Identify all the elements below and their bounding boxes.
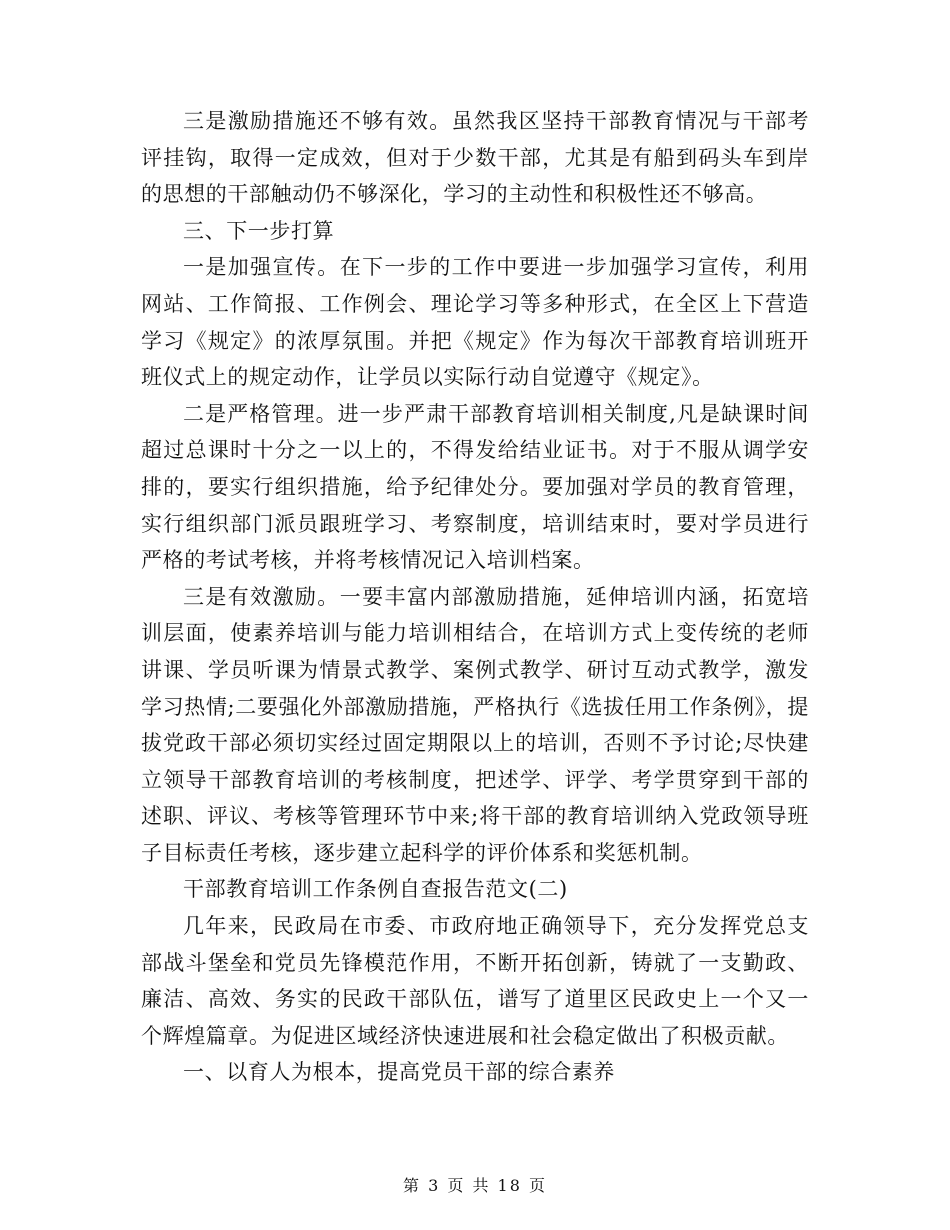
paragraph-publicity: 一是加强宣传。在下一步的工作中要进一步加强学习宣传，利用网站、工作简报、工作例会、理论学习等多种形式，在全区上下营造学习《规定》的浓厚氛围。并把《规定》作为每次干部教育培训班开班仪式上的规定动作，让学员以实际行动自觉遵守《规定》。 [141,255,809,390]
paragraph-incentive-weakness: 三是激励措施还不够有效。虽然我区坚持干部教育情况与干部考评挂钩，取得一定成效，但对于少数干部，尤其是有船到码头车到岸的思想的干部触动仍不够深化，学习的主动性和积极性还不够高。 [141,109,809,207]
document-body [141,103,809,1091]
section-title-sample-two: 干部教育培训工作条例自查报告范文(二) [183,877,568,902]
section-heading-education: 一、以育人为根本，提高党员干部的综合素养 [183,1060,615,1085]
page-number-footer: 第 3 页 共 18 页 [403,1176,547,1195]
paragraph-civil-affairs-intro: 几年来，民政局在市委、市政府地正确领导下，充分发挥党总支部战斗堡垒和党员先锋模范作用，不断开拓创新，铸就了一支勤政、廉洁、高效、务实的民政干部队伍，谱写了道里区民政史上一个又一个辉煌篇章。为促进区域经济快速进展和社会稳定做出了积极贡献。 [141,914,809,1048]
paragraph-strict-management: 二是严格管理。进一步严肃干部教育培训相关制度,凡是缺课时间超过总课时十分之一以上的，不得发给结业证书。对于不服从调学安排的，要实行组织措施，给予纪律处分。要加强对学员的教育管理，实行组织部门派员跟班学习、考察制度，培训结束时，要对学员进行严格的考试考核，并将考核情况记入培训档案。 [141,401,809,573]
paragraph-effective-incentive: 三是有效激励。一要丰富内部激励措施，延伸培训内涵，拓宽培训层面，使素养培训与能力培训相结合，在培训方式上变传统的老师讲课、学员听课为情景式教学、案例式教学、研讨互动式教学，激发学习热情;二要强化外部激励措施，严格执行《选拔任用工作条例》，提拔党政干部必须切实经过固定期限以上的培训，否则不予讨论;尽快建立领导干部教育培训的考核制度，把述学、评学、考学贯穿到干部的述职、评议、考核等管理环节中来;将干部的教育培训纳入党政领导班子目标责任考核，逐步建立起科学的评价体系和奖惩机制。 [141,584,809,865]
section-heading-next-steps: 三、下一步打算 [183,218,335,243]
